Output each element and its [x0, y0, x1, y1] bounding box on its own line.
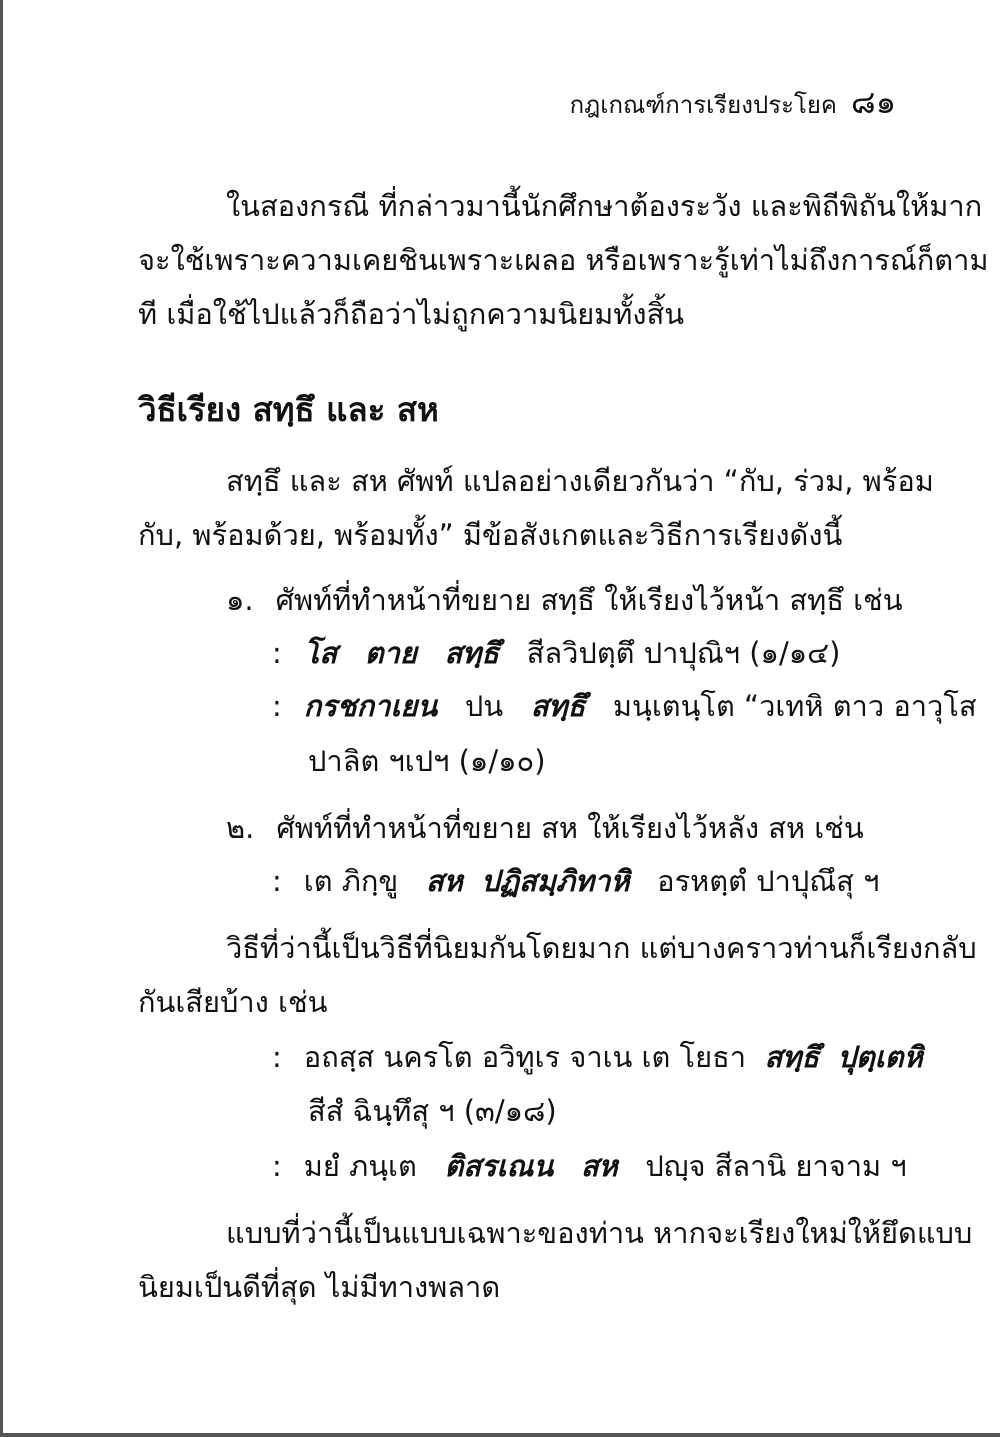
- reverse-example-1-line-2: สีสํ ฉินฺทึสุ ฯ (๓/๑๘): [308, 1094, 557, 1128]
- page-number: ๘๑: [851, 83, 896, 121]
- example-bold-word: สทฺธึ: [530, 689, 586, 723]
- example-text: มยํ ภนฺเต: [303, 1149, 417, 1183]
- intro-line-2: จะใช้เพราะความเคยชินเพราะเผลอ หรือเพราะรู้เท่าไม่ถึงการณ์ก็ตาม: [138, 243, 989, 277]
- page-bottom-edge: [0, 1433, 1000, 1437]
- reverse-example-2: [272, 1146, 907, 1186]
- rule-2-text: ศัพท์ที่ทำหน้าที่ขยาย สห ให้เรียงไว้หลัง สห เช่น: [276, 811, 864, 845]
- rule-2: [226, 808, 864, 848]
- rule-1-example-2: [272, 686, 977, 726]
- rule-1-example-2-line-2: ปาลิต ฯเปฯ (๑/๑๐): [308, 744, 546, 778]
- section-heading: วิธีเรียง สทฺธึ และ สห: [138, 390, 439, 429]
- rule-1-example-1: [272, 633, 840, 673]
- page-left-edge: [0, 0, 3, 1437]
- example-text: อรหตฺตํ ปาปุณึสุ ฯ: [657, 864, 880, 898]
- rule-1-number: ๑.: [226, 583, 254, 617]
- example-colon: :: [272, 1149, 282, 1183]
- conclusion-line-1: แบบที่ว่านี้เป็นแบบเฉพาะของท่าน หากจะเรียงใหม่ให้ยึดแบบ: [226, 1216, 973, 1250]
- example-text: สีลวิปตฺตึ ปาปุณิฯ (๑/๑๔): [526, 636, 841, 670]
- header-title: กฎเกณฑ์การเรียงประโยค: [569, 91, 837, 119]
- rule-2-example-1: [272, 861, 879, 901]
- definition-line-2: กับ, พร้อมด้วย, พร้อมทั้ง” มีข้อสังเกตและวิธีการเรียงดังนี้: [138, 518, 843, 552]
- conclusion-line-2: นิยมเป็นดีที่สุด ไม่มีทางพลาด: [138, 1270, 501, 1304]
- example-bold-word: สทฺธึ: [764, 1040, 820, 1074]
- example-bold-word: ปุตฺเตหิ: [837, 1040, 923, 1074]
- example-bold-word: สห: [425, 864, 463, 898]
- example-bold-word: สห: [580, 1149, 618, 1183]
- example-bold-word: ปฏิสมฺภิทาหิ: [481, 864, 630, 898]
- example-colon: :: [272, 636, 282, 670]
- note-line-1: วิธีที่ว่านี้เป็นวิธีที่นิยมกันโดยมาก แต่บางคราวท่านก็เรียงกลับ: [226, 931, 977, 965]
- example-colon: :: [272, 1040, 282, 1074]
- example-text: ปน: [464, 689, 504, 723]
- example-bold-word: ติสรเณน: [444, 1149, 554, 1183]
- rule-1-text: ศัพท์ที่ทำหน้าที่ขยาย สทฺธึ ให้เรียงไว้หน้า สทฺธึ เช่น: [275, 583, 903, 617]
- example-text: เต ภิกฺขู: [303, 864, 399, 898]
- note-line-2: กันเสียบ้าง เช่น: [138, 985, 328, 1019]
- example-bold-word: สทฺธึ: [444, 636, 500, 670]
- definition-line-1: สทฺธึ และ สห ศัพท์ แปลอย่างเดียวกันว่า “กับ, ร่วม, พร้อม: [226, 464, 934, 498]
- example-text: มนฺเตนฺโต “วเทหิ ตาว อาวุโส: [612, 689, 977, 723]
- example-bold-word: กรชกาเยน: [303, 689, 438, 723]
- reverse-example-1: [272, 1037, 923, 1077]
- example-colon: :: [272, 689, 282, 723]
- rule-1: [226, 580, 903, 620]
- example-bold-word: โส: [303, 636, 338, 670]
- example-text: ปญฺจ สีลานิ ยาจาม ฯ: [645, 1149, 907, 1183]
- running-header: [570, 82, 896, 125]
- intro-line-1: ในสองกรณี ที่กล่าวมานี้นักศึกษาต้องระวัง และพิถีพิถันให้มาก: [226, 189, 983, 223]
- example-bold-word: ตาย: [364, 636, 417, 670]
- intro-line-3: ที เมื่อใช้ไปแล้วก็ถือว่าไม่ถูกความนิยมทั้งสิ้น: [138, 297, 685, 331]
- example-text: อถสฺส นครโต อวิทูเร จาเน เต โยธา: [303, 1040, 747, 1074]
- example-colon: :: [272, 864, 282, 898]
- rule-2-number: ๒.: [226, 811, 255, 845]
